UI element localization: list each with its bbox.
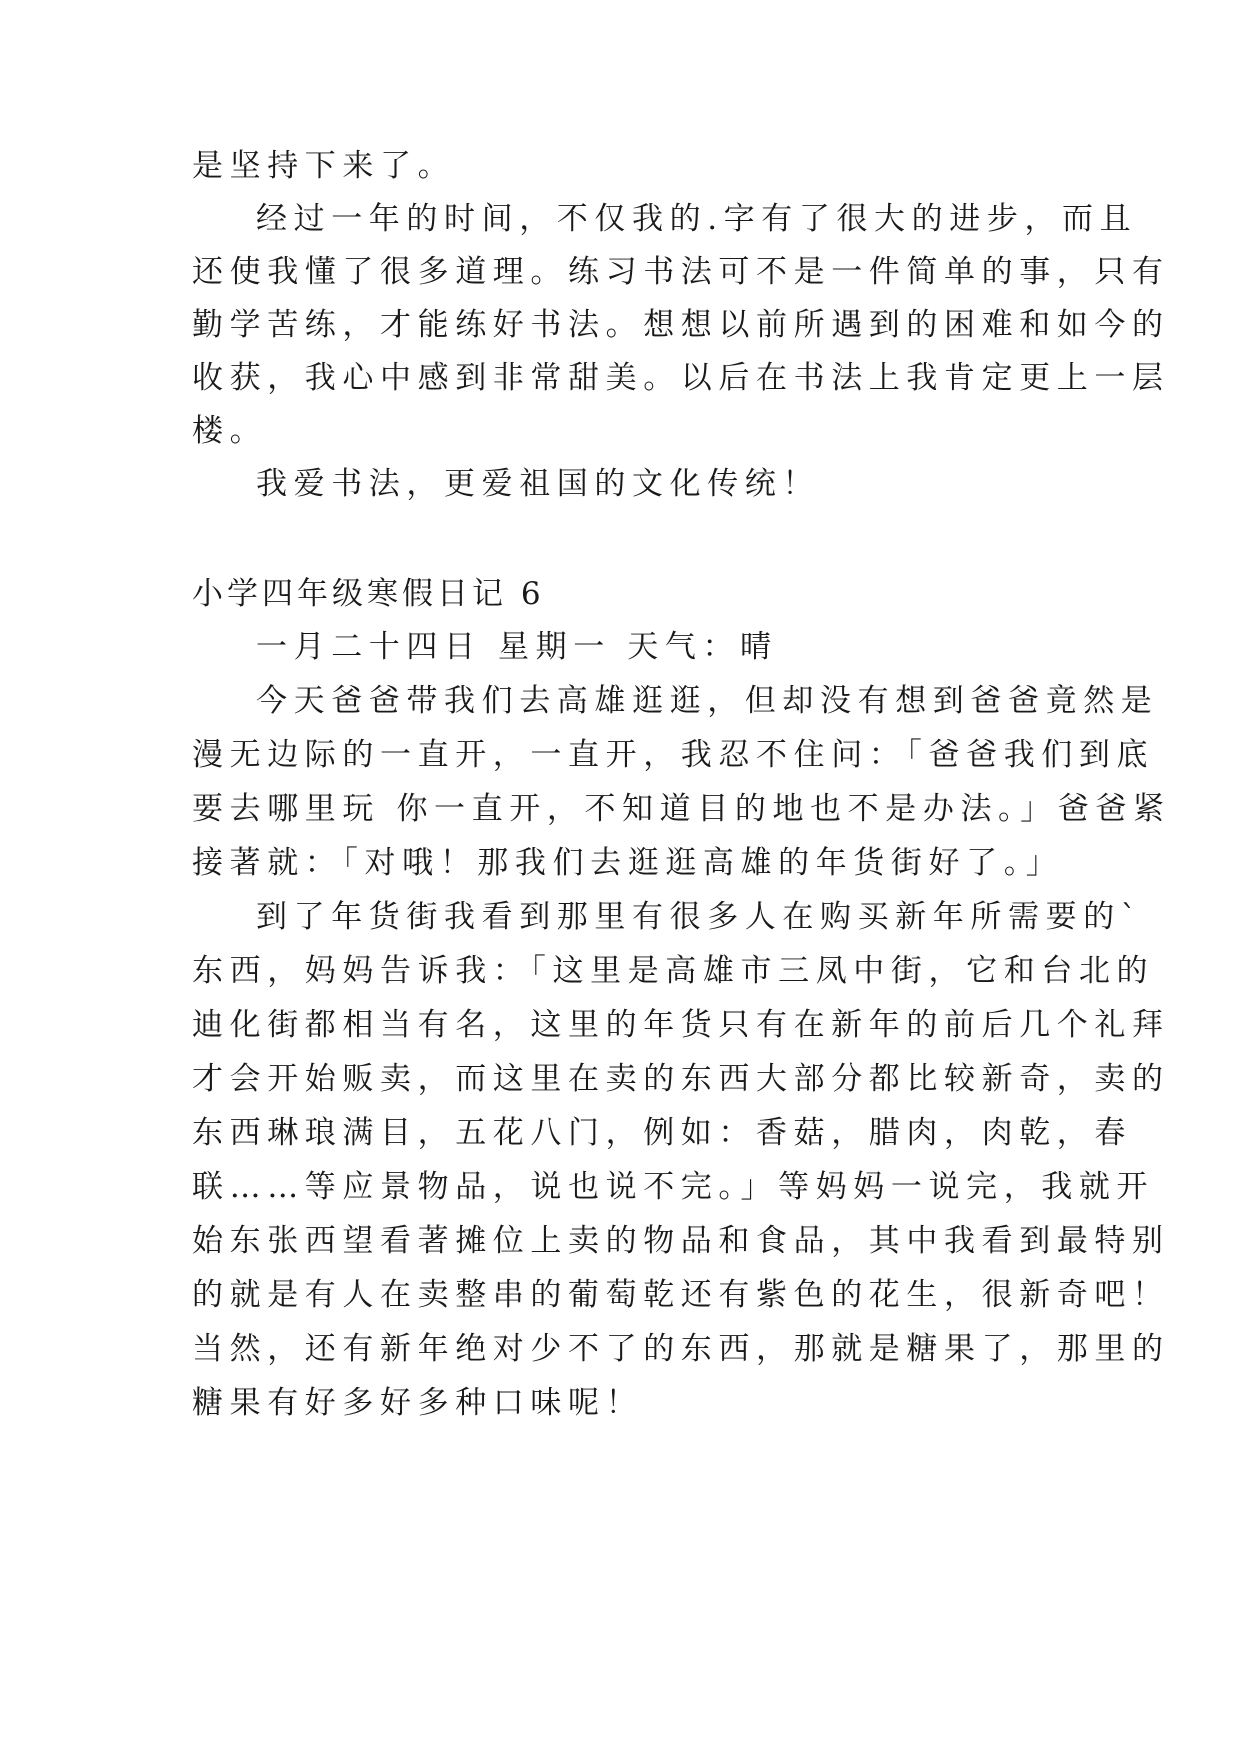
paragraph-line: 要去哪里玩 你一直开，不知道目的地也不是办法。」爸爸紧 xyxy=(192,791,1171,827)
paragraph-line: 的就是有人在卖整串的葡萄乾还有紫色的花生，很新奇吧！ xyxy=(192,1277,1170,1313)
paragraph-line: 迪化街都相当有名，这里的年货只有在新年的前后几个礼拜 xyxy=(192,1007,1170,1043)
paragraph-line: 当然，还有新年绝对少不了的东西，那就是糖果了，那里的 xyxy=(192,1331,1170,1367)
paragraph-line: 我爱书法，更爱祖国的文化传统！ xyxy=(256,466,820,502)
paragraph-line: 经过一年的时间，不仅我的.字有了很大的进步，而且 xyxy=(256,201,1138,237)
paragraph-line: 勤学苦练，才能练好书法。想想以前所遇到的困难和如今的 xyxy=(192,307,1170,343)
date-line: 一月二十四日 星期一 天气：晴 xyxy=(256,629,778,665)
paragraph-line: 才会开始贩卖，而这里在卖的东西大部分都比较新奇，卖的 xyxy=(192,1061,1170,1097)
paragraph-line: 到了年货街我看到那里有很多人在购买新年所需要的` xyxy=(256,899,1143,935)
paragraph-line: 始东张西望看著摊位上卖的物品和食品，其中我看到最特别 xyxy=(192,1223,1170,1259)
paragraph-line: 今天爸爸带我们去高雄逛逛，但却没有想到爸爸竟然是 xyxy=(256,683,1159,719)
paragraph-line: 收获，我心中感到非常甜美。以后在书法上我肯定更上一层 xyxy=(192,360,1170,396)
paragraph-line: 楼。 xyxy=(192,413,268,449)
paragraph-line: 糖果有好多好多种口味呢！ xyxy=(192,1385,644,1421)
paragraph-line: 漫无边际的一直开，一直开，我忍不住问：「爸爸我们到底 xyxy=(192,737,1155,773)
section-title: 小学四年级寒假日记 6 xyxy=(192,576,545,612)
paragraph-line: 联……等应景物品，说也说不完。」等妈妈一说完，我就开 xyxy=(192,1169,1155,1205)
paragraph-line: 是坚持下来了。 xyxy=(192,148,456,184)
paragraph-line: 还使我懂了很多道理。练习书法可不是一件简单的事，只有 xyxy=(192,254,1170,290)
paragraph-line: 接著就：「对哦！那我们去逛逛高雄的年货街好了。」 xyxy=(192,845,1064,881)
document-page xyxy=(192,0,1171,1754)
paragraph-line: 东西琳琅满目，五花八门，例如：香菇，腊肉，肉乾，春 xyxy=(192,1115,1132,1151)
paragraph-line: 东西，妈妈告诉我：「这里是高雄市三凤中街，它和台北的 xyxy=(192,953,1155,989)
